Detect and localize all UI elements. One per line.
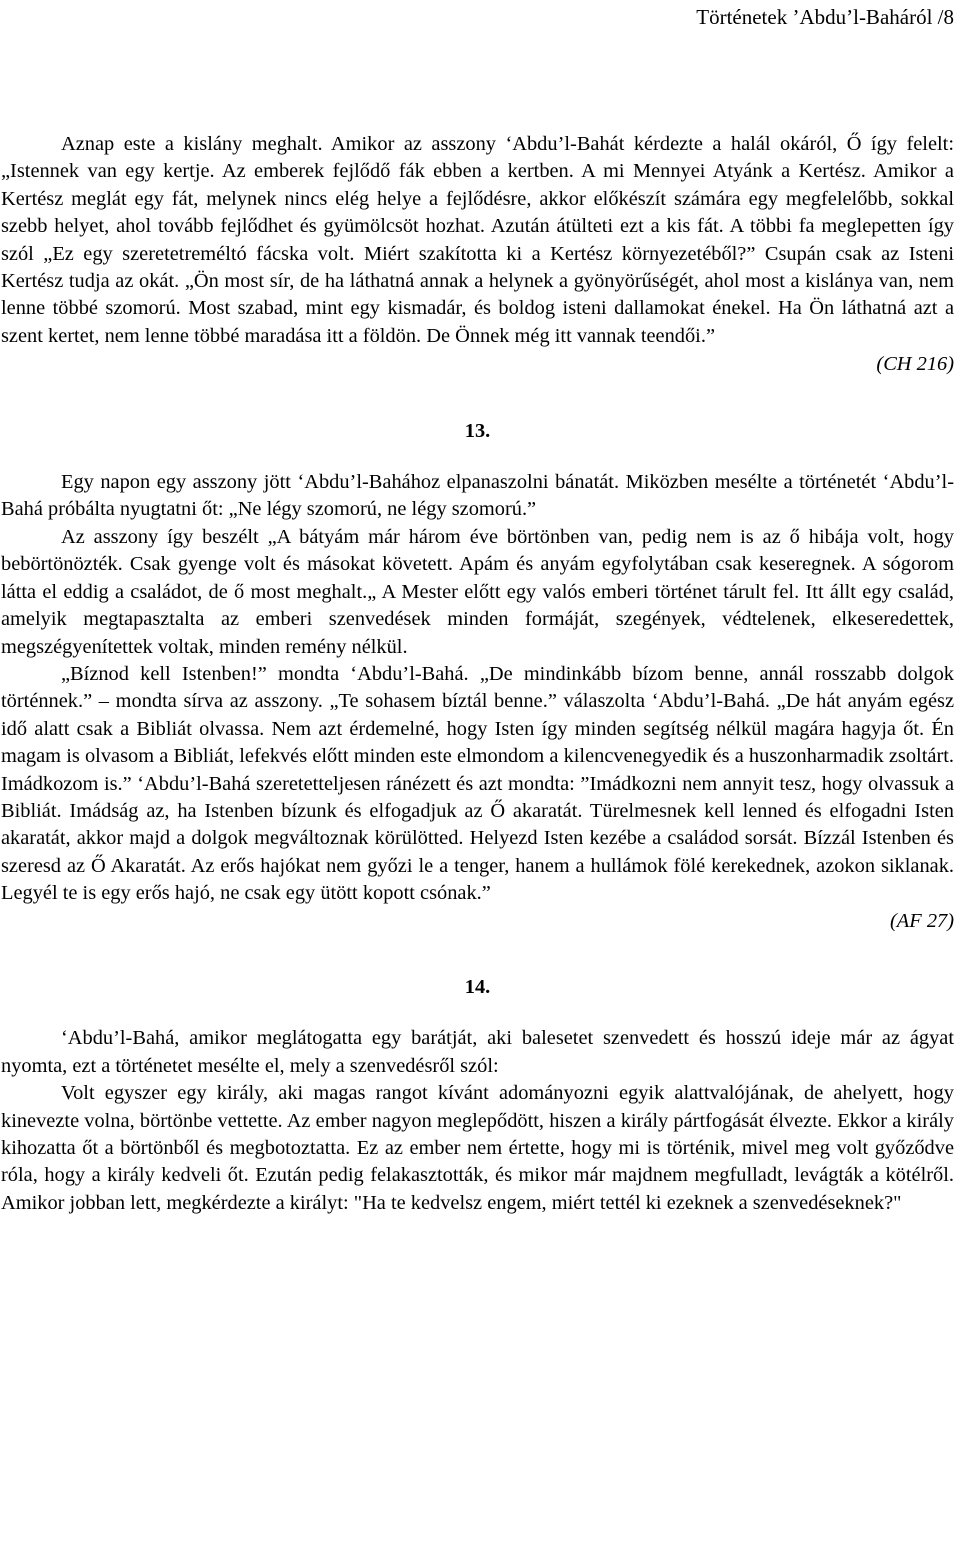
paragraph: Aznap este a kislány meghalt. Amikor az asszony ‘Abdu’l-Bahát kérdezte a halál okáról, Ő így felelt: „Istennek van egy kertje. Az emberek fejlődő fák ebben a kertben. A mi Mennyei Atyánk a Kertész. Amikor a Kertész meglát egy fát, melynek nincs elég helye a fejlődésre, akkor előkészít számára egy megfelelőbb, sokkal szebb helyet, ahol tovább fejlődhet és gyümölcsöt hozhat. Azután átülteti ezt a kis fát. A többi fa meglepetten így szól „Ez egy szeretetreméltó fácska volt. Miért szakította ki a Kertész környezetéből?” Csupán csak az Isteni Kertész tudja az okát. „Ön most sír, de ha láthatná annak a helynek a gyönyörűségét, ahol most a kislánya van, nem lenne többé szomorú. Most szabad, mint egy kismadár, és boldog isteni dallamokat énekel. Ha Ön láthatná azt a szent kertet, nem lenne többé maradása itt a földön. De Önnek még itt vannak teendői.” — [1, 133, 954, 347]
running-header: Történetek ’Abdu’l-Baháról /8 — [696, 5, 954, 29]
paragraph: Volt egyszer egy király, aki magas rangot kívánt adományozni egyik alattvalójának, de ahelyett, hogy kinevezte volna, börtönbe vettette. Az ember nagyon meglepődött, hiszen a király pártfogását élvezte. Ekkor a király kihozatta őt a börtönből és megbotoztatta. Ez az ember nem értette, hogy mi is történik, mivel meg volt győződve róla, hogy a király kedveli őt. Ezután pedig felakasztották, és mikor már majdnem megfulladt, levágták a kötélről. Amikor jobban lett, megkérdezte a királyt: "Ha te kedvelsz engem, miért tettél ki ezeknek a szenvedéseknek?" — [1, 1082, 954, 1214]
paragraph: „Bíznod kell Istenben!” mondta ‘Abdu’l-Bahá. „De mindinkább bízom benne, annál rosszabb dolgok történnek.” – mondta sírva az asszony. „Te sohasem bíztál benne.” válaszolta ‘Abdu’l-Bahá. „De hát anyám egész idő alatt csak a Bibliát olvassa. Nem azt érdemelné, hogy Isten így minden segítség nélkül magára hagyja őt. Én magam is olvasom a Bibliát, lefekvés előtt minden este elmondom a kilencvenegyedik és a huszonharmadik zsoltárt. Imádkozom is.” ‘Abdu’l-Bahá szeretetteljesen ránézett és azt mondta: ”Imádkozni nem annyit tesz, hogy olvassuk a Bibliát. Imádság az, ha Istenben bízunk és elfogadjuk az Ő akaratát. Türelmesnek kell lenned és elfogadni Isten akaratát, akkor majd a dolgok megváltoznak körülötted. Helyezd Isten kezébe a családod sorsát. Bízzál Istenben és szeresd az Ő Akaratát. Az erős hajókat nem győzi le a tenger, hanem a hullámok fölé kerekednek, azokon siklanak. Legyél te is egy erős hajó, ne csak egy ütött kopott csónak.” — [1, 662, 954, 905]
story-14 — [1, 974, 954, 1217]
story-12 — [1, 131, 954, 379]
paragraph: Az asszony így beszélt „A bátyám már három éve börtönben van, pedig nem is az ő hibája volt, hogy bebörtönözték. Csak gyenge volt és másokat követett. Apám és anyám egyfolytában csak keseregnek. A sógorom látta el eddig a családot, de ő most meghalt.„ A Mester előtt egy valós emberi történet tárult fel. Itt állt egy család, amelyik megtapasztalta az emberi szenvedések minden formáját, szegények, védtelenek, elkeseredettek, megszégyenítettek voltak, minden remény nélkül. — [1, 525, 954, 658]
story-number: 14. — [464, 975, 491, 998]
story-13 — [1, 418, 954, 935]
page-body — [1, 131, 954, 1217]
citation: (CH 216) — [876, 353, 954, 376]
story-number: 13. — [464, 419, 491, 442]
paragraph: Egy napon egy asszony jött ‘Abdu’l-Bahához elpanaszolni bánatát. Miközben mesélte a történetét ‘Abdu’l-Bahá próbálta nyugtatni őt: „Ne légy szomorú, ne légy szomorú.” — [1, 471, 954, 521]
citation: (AF 27) — [890, 909, 954, 932]
paragraph: ‘Abdu’l-Bahá, amikor meglátogatta egy barátját, aki balesetet szenvedett és hosszú ideje már az ágyat nyomta, ezt a történetet mesélte el, mely a szenvedésről szól: — [1, 1027, 954, 1077]
